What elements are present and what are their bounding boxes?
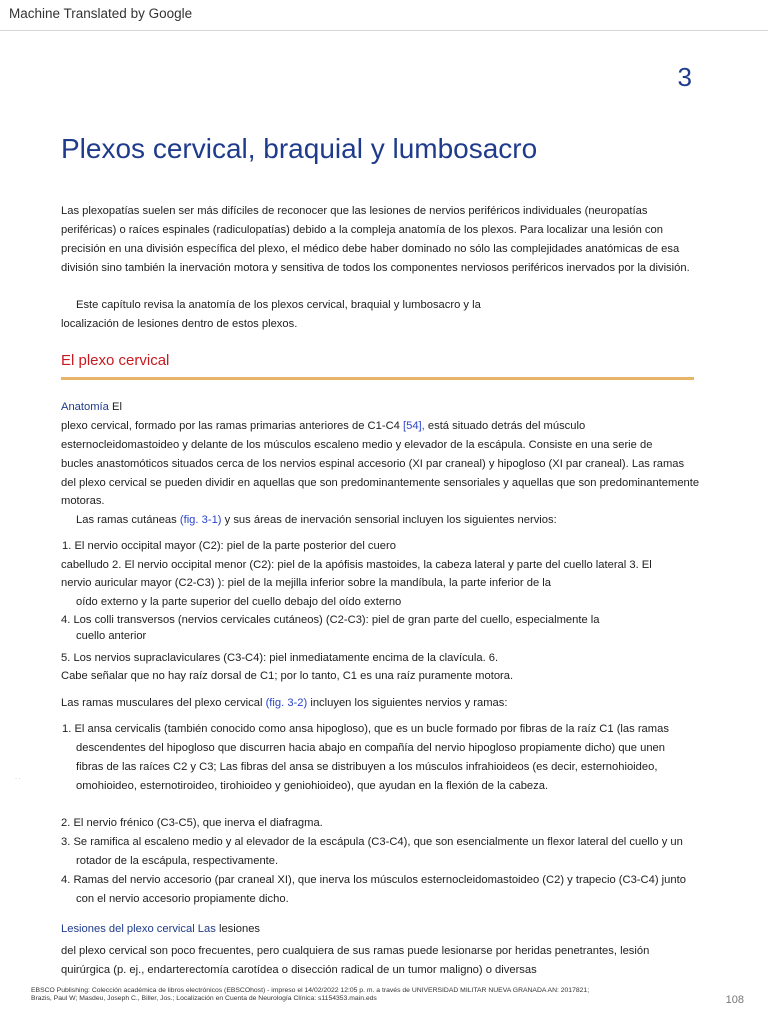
cutaneous-intro-text: Las ramas cutáneas — [76, 514, 180, 526]
intro-line: división sino también la inervación motora y sensitiva de todos los componentes nerviosos periféricos inervados por la división. — [61, 262, 690, 274]
list-item: Cabe señalar que no hay raíz dorsal de C1; por lo tanto, C1 es una raíz puramente motora. — [61, 670, 514, 682]
anatomy-text: está situado detrás del músculo — [424, 420, 586, 432]
cutaneous-intro-line — [76, 511, 557, 530]
list-item: rotador de la escápula, respectivamente. — [76, 855, 279, 867]
reference-link[interactable]: [54], — [402, 420, 425, 432]
chapter-title: Plexos cervical, braquial y lumbosacro — [61, 133, 538, 164]
anatomy-line: motoras. — [61, 495, 105, 507]
list-item: oído externo y la parte superior del cuello debajo del oído externo — [76, 596, 402, 608]
lesions-heading-line — [61, 920, 260, 939]
margin-mark: · · — [15, 776, 21, 782]
lesions-line: del plexo cervical son poco frecuentes, pero cualquiera de sus ramas puede lesionarse por heridas penetrantes, lesión — [61, 945, 650, 957]
lesions-line: quirúrgica (p. ej., endarterectomía carotídea o disección radical de un tumor maligno) o diversas — [61, 964, 537, 976]
list-item: con el nervio accesorio propiamente dicho. — [76, 893, 289, 905]
intro-line: precisión en una división específica del plexo, el médico debe haber dominado no sólo las complejidades anatómicas de esa — [61, 243, 680, 255]
anatomy-heading: Anatomía — [61, 401, 109, 413]
list-item: 4. Los colli transversos (nervios cervicales cutáneos) (C2-C3): piel de gran parte del cuello, especialmente la — [61, 614, 600, 626]
anatomy-line: esternocleidomastoideo y delante de los músculos escaleno medio y elevador de la escápula. Consiste en una serie de — [61, 439, 653, 451]
footer-line: EBSCO Publishing: Colección académica de libros electrónicos (EBSCOhost) - impreso el 14/02/2022 12:05 p. m. a través de UNIVERSIDAD MILITAR NUEVA GRANADA AN: 2017821; — [31, 987, 590, 994]
muscular-intro-text: incluyen los siguientes nervios y ramas: — [307, 697, 508, 709]
cutaneous-intro-text: y sus áreas de inervación sensorial incluyen los siguientes nervios: — [221, 514, 557, 526]
list-item: cuello anterior — [76, 630, 147, 642]
muscular-intro-text: Las ramas musculares del plexo cervical — [61, 697, 266, 709]
figure-link[interactable]: (fig. 3-1) — [179, 514, 222, 526]
anatomy-text: plexo cervical, formado por las ramas primarias anteriores de C1-C4 — [61, 420, 403, 432]
anatomy-line: del plexo cervical se pueden dividir en aquellas que son predominantemente sensoriales y aquellas que son predominantemente — [61, 477, 700, 489]
list-item: fibras de las raíces C2 y C3; Las fibras del ansa se distribuyen a los músculos infrahioideos (es decir, esternohioideo, — [76, 761, 658, 773]
footer-citation — [31, 987, 589, 1003]
intro2-line: localización de lesiones dentro de estos plexos. — [61, 318, 298, 330]
list-item: omohioideo, esternotiroideo, tirohioideo y geniohioideo), que ayudan en la flexión de la cabeza. — [76, 780, 549, 792]
page-number: 108 — [725, 994, 744, 1006]
translation-banner-label: Machine Translated by Google — [9, 6, 193, 21]
muscular-intro-line — [61, 694, 507, 713]
anatomy-heading-line — [61, 398, 122, 417]
list-item: descendentes del hipogloso que discurren hacia abajo en compañía del nervio hipogloso propiamente dicho) que unen — [76, 742, 665, 754]
intro2-line: Este capítulo revisa la anatomía de los plexos cervical, braquial y lumbosacro y la — [76, 299, 481, 311]
intro-line: periféricas) o raíces espinales (radiculopatías) debido a la compleja anatomía de los plexos. Para localizar una lesión con — [61, 224, 663, 236]
section-title: El plexo cervical — [61, 352, 170, 369]
section-divider — [61, 377, 694, 380]
list-item: cabelludo 2. El nervio occipital menor (C2): piel de la apófisis mastoides, la cabeza lateral y parte del cuello lateral 3. El — [61, 559, 652, 571]
list-item: 1. El nervio occipital mayor (C2): piel de la parte posterior del cuero — [62, 540, 396, 552]
anatomy-heading-tail: El — [108, 401, 122, 413]
list-item: 4. Ramas del nervio accesorio (par craneal XI), que inerva los músculos esternocleidomastoideo (C2) y trapecio (C3-C4) junto — [61, 874, 686, 886]
intro-line: Las plexopatías suelen ser más difíciles de reconocer que las lesiones de nervios periféricos individuales (neuropatías — [61, 205, 648, 217]
anatomy-line — [61, 417, 585, 436]
figure-link[interactable]: (fig. 3-2) — [265, 697, 308, 709]
list-item: 5. Los nervios supraclaviculares (C3-C4): piel inmediatamente encima de la clavícula. 6. — [61, 652, 499, 664]
translation-banner — [0, 0, 768, 31]
anatomy-line: bucles anastomóticos situados cerca de los nervios espinal accesorio (XI par craneal) y hipogloso (XI par craneal). Las ramas — [61, 458, 685, 470]
list-item: 3. Se ramifica al escaleno medio y al elevador de la escápula (C3-C4), que son esencialmente un flexor lateral del cuello y un — [61, 836, 683, 848]
list-item: 1. El ansa cervicalis (también conocido como ansa hipogloso), que es un bucle formado por fibras de la raíz C1 (las ramas — [62, 723, 669, 735]
footer-line: Brazis, Paul W; Masdeu, Joseph C., Biller, Jos.; Localización en Cuenta de Neurología Clínica: s1154353.main.eds — [31, 995, 377, 1002]
lesions-heading: Lesiones del plexo cervical Las — [61, 923, 216, 935]
list-item: 2. El nervio frénico (C3-C5), que inerva el diafragma. — [61, 817, 323, 829]
lesions-heading-tail: lesiones — [215, 923, 261, 935]
list-item: nervio auricular mayor (C2-C3) ): piel de la mejilla inferior sobre la mandíbula, la parte inferior de la — [61, 577, 551, 589]
chapter-number: 3 — [677, 62, 692, 92]
